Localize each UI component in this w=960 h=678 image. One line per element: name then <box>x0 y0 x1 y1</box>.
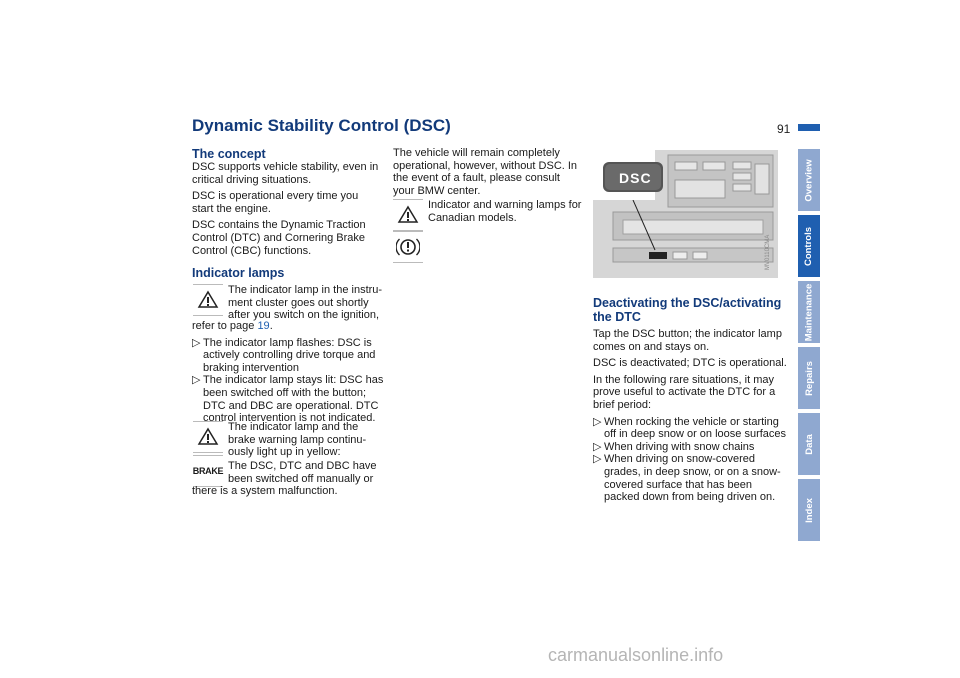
dsc-warning-icon <box>397 205 419 225</box>
page-number: 91 <box>777 122 791 136</box>
dsc-warning-icon <box>197 427 219 447</box>
indicator-line-4 <box>192 320 384 333</box>
tab-label: Overview <box>803 158 815 202</box>
bullet-marker: ▷ <box>593 440 602 453</box>
fault-paragraph: The vehicle will remain completely operational, however, without DSC. In the event of a fault, please consult your BMW center. <box>393 147 578 197</box>
list-item <box>192 374 384 424</box>
column-3 <box>593 296 788 504</box>
image-code: MV0110CMA <box>765 234 771 270</box>
column-1 <box>192 147 382 280</box>
indicator-line-3: after you switch on the ignition, <box>228 309 380 322</box>
tab-label: Maintenance <box>803 283 815 341</box>
brake-lamp-text <box>228 421 384 459</box>
page-accent-bar <box>798 124 820 131</box>
bullet-text: The indicator lamp flashes: DSC is actively controlling drive torque and braking intervention <box>203 336 376 374</box>
bullet-text: When rocking the vehicle or starting off in deep snow or on loose surfaces <box>604 415 787 441</box>
bullet-text: When driving on snow-covered grades, in deep snow, or on a snow-covered surface that has been packed down from being driven on. <box>604 453 781 504</box>
canada-line-1: Indicator and warning lamps for <box>428 199 582 211</box>
page-ref-period: . <box>269 320 273 332</box>
indicator-heading: Indicator lamps <box>192 266 285 281</box>
switched-off-cont <box>192 485 384 498</box>
deactivate-p2: DSC is deactivated; DTC is operational. <box>593 357 787 370</box>
bullet-marker: ▷ <box>192 374 201 387</box>
deactivate-p3: In the following rare situations, it may prove useful to activate the DTC for a brief period: <box>593 373 776 411</box>
indicator-line-1: The indicator lamp in the instru- <box>228 284 383 296</box>
watermark: carmanualsonline.info <box>548 645 724 665</box>
deactivate-p1: Tap the DSC button; the indicator lamp comes on and stays on. <box>593 328 782 353</box>
list-item <box>593 453 788 503</box>
column-2 <box>393 147 583 197</box>
deactivate-heading: Deactivating the DSC/activating the DTC <box>593 296 782 324</box>
tab-label: Index <box>803 497 815 523</box>
indicator-continuation <box>192 320 384 425</box>
concept-paragraph-2: DSC is operational every time you start the engine. <box>192 190 359 215</box>
list-item <box>593 416 788 441</box>
bullet-text: The indicator lamp stays lit: DSC has been switched off with the button; DTC and DBC are operational. DTC control intervention is not indicated. <box>203 374 384 425</box>
canada-text <box>428 199 584 224</box>
bullet-text: When driving with snow chains <box>604 440 755 453</box>
switched-line-2: been switched off manually or <box>228 472 374 485</box>
dsc-warning-icon <box>197 290 219 310</box>
brake-icon-box <box>193 455 223 487</box>
tab-repairs[interactable] <box>798 347 820 409</box>
indicator-line-2: ment cluster goes out shortly <box>228 296 369 309</box>
tab-controls[interactable] <box>798 215 820 277</box>
tab-overview[interactable] <box>798 149 820 211</box>
tab-label: Controls <box>803 226 815 266</box>
list-item <box>593 441 788 454</box>
concept-heading: The concept <box>192 147 266 161</box>
bullet-marker: ▷ <box>593 415 602 428</box>
dsc-warning-box-3 <box>393 199 423 231</box>
dsc-button-illustration <box>593 150 778 278</box>
list-item <box>192 337 384 375</box>
switched-off-text <box>228 460 384 485</box>
bullet-marker: ▷ <box>593 453 602 466</box>
tab-index[interactable] <box>798 479 820 541</box>
page-ref-link[interactable]: 19 <box>257 320 270 332</box>
canada-icon-box <box>393 231 423 263</box>
brake-line-2: brake warning lamp continu- <box>228 433 367 446</box>
canada-line-2: Canadian models. <box>428 211 517 224</box>
dsc-warning-box-2 <box>193 421 223 453</box>
tab-label: Data <box>803 433 815 455</box>
concept-paragraph-3: DSC contains the Dynamic Traction Control (DTC) and Cornering Brake Control (CBC) functions. <box>192 219 366 257</box>
concept-paragraph-1: DSC supports vehicle stability, even in critical driving situations. <box>192 161 379 186</box>
dsc-button-label: DSC <box>619 170 652 186</box>
page-ref-text: refer to page <box>192 320 258 332</box>
switched-line-1: The DSC, DTC and DBC have <box>228 460 377 472</box>
brake-warning-icon: BRAKE <box>192 466 224 476</box>
brake-circle-icon <box>396 236 420 258</box>
brake-line-3: ously light up in yellow: <box>228 446 341 459</box>
bullet-marker: ▷ <box>192 336 201 349</box>
brake-line-1: The indicator lamp and the <box>228 421 359 433</box>
page-title: Dynamic Stability Control (DSC) <box>192 116 451 135</box>
tab-data[interactable] <box>798 413 820 475</box>
dsc-warning-box-1 <box>193 284 223 316</box>
switched-line-3: there is a system malfunction. <box>192 485 338 497</box>
tab-maintenance[interactable] <box>798 281 820 343</box>
tab-label: Repairs <box>803 360 815 396</box>
indicator-intro <box>228 284 384 322</box>
